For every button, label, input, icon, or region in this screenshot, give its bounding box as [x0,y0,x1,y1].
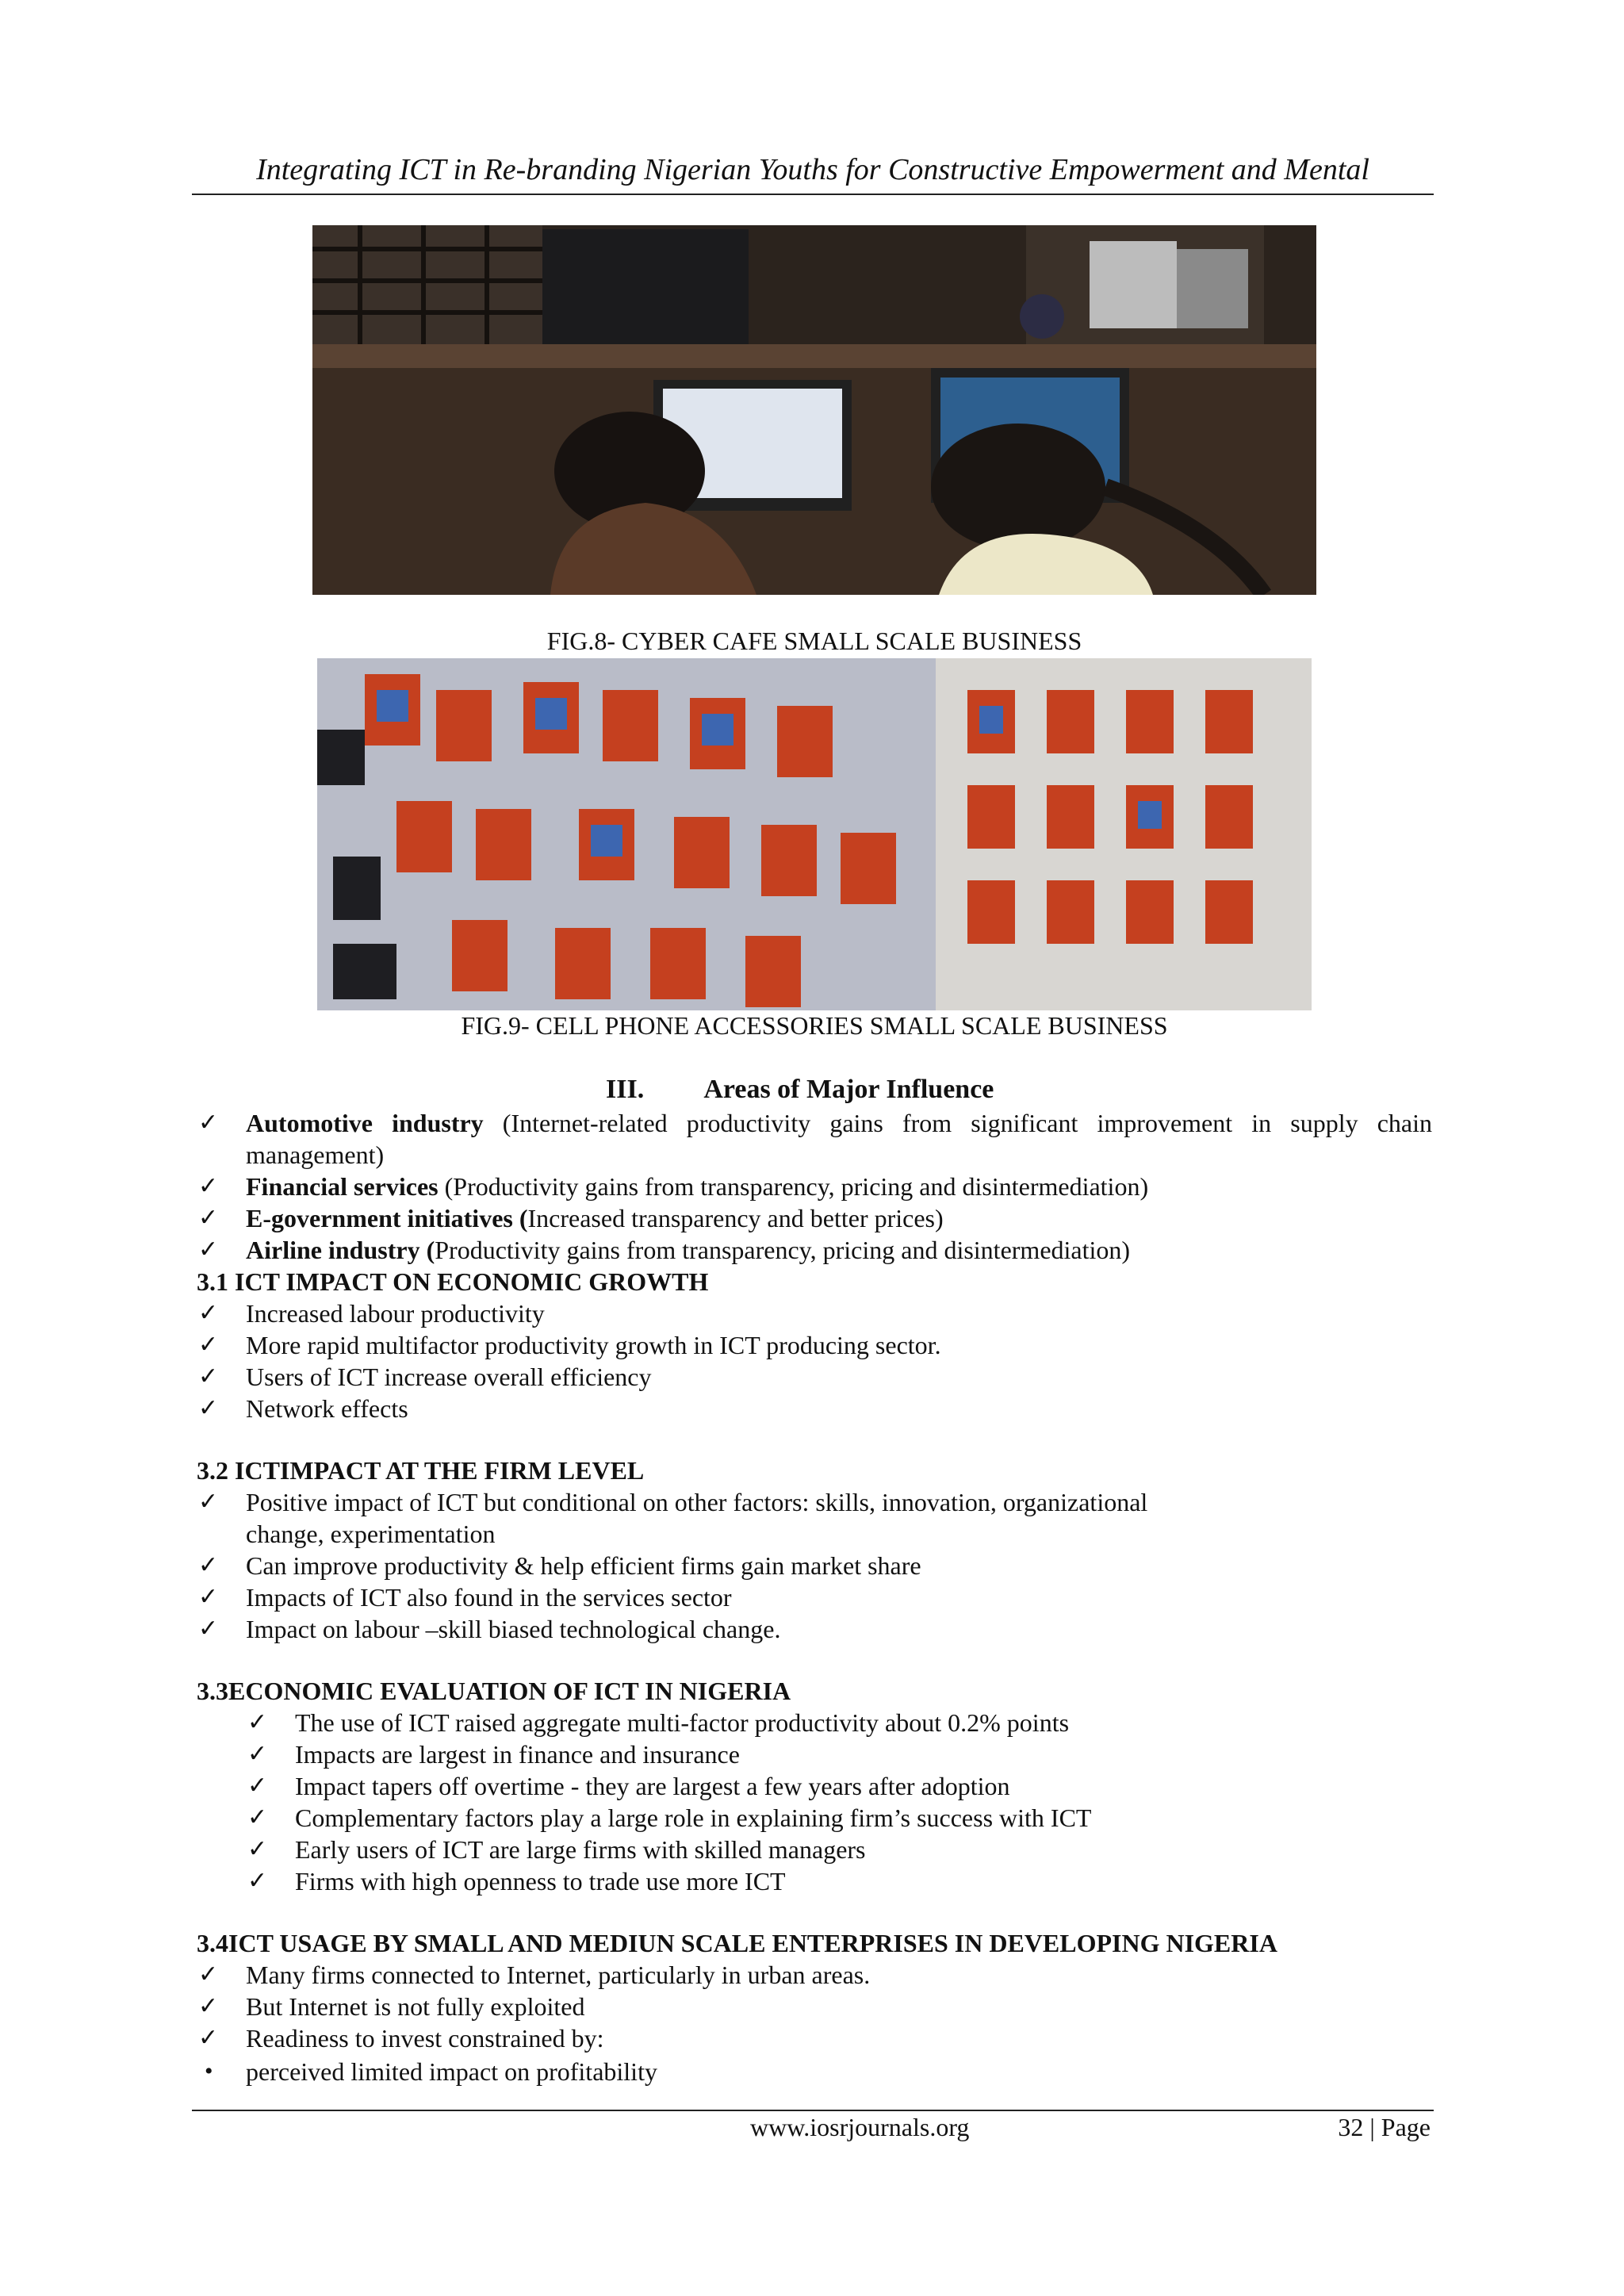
check-icon: ✓ [247,1868,268,1894]
phone-accessories-photo [317,658,1312,1010]
check-icon: ✓ [198,1961,219,1987]
check-icon: ✓ [198,1205,219,1231]
check-icon: ✓ [198,1236,219,1263]
check-icon: ✓ [247,1709,268,1735]
check-icon: ✓ [198,1552,219,1578]
bullet-item [205,2056,657,2087]
section-3-2-heading: 3.2 ICTIMPACT AT THE FIRM LEVEL [197,1456,645,1485]
figure-9-caption: FIG.9- CELL PHONE ACCESSORIES SMALL SCALE BUSINESS [461,1011,1168,1040]
item-text: Increased labour productivity [246,1299,545,1328]
list-item-continuation: management) [246,1140,385,1169]
item-text: Increased transparency and better prices) [527,1204,944,1232]
section-3-3-heading: 3.3ECONOMIC EVALUATION OF ICT IN NIGERIA [197,1677,791,1705]
item-text: The use of ICT raised aggregate multi-factor productivity about 0.2% points [295,1708,1070,1737]
list-item [198,1297,545,1329]
item-text: Productivity gains from transparency, pricing and disintermediation) [435,1236,1131,1264]
section-3-4-heading: 3.4ICT USAGE BY SMALL AND MEDIUN SCALE ENTERPRISES IN DEVELOPING NIGERIA [197,1929,1277,1957]
check-icon: ✓ [247,1741,268,1767]
list-item [198,1361,651,1393]
item-text: Impacts are largest in finance and insurance [295,1740,740,1769]
check-icon: ✓ [198,1332,219,1358]
cyber-cafe-photo [312,225,1316,595]
check-icon: ✓ [198,1173,219,1199]
section-3-heading [606,1075,994,1105]
list-item [247,1802,1091,1834]
item-text: Users of ICT increase overall efficiency [246,1363,652,1391]
list-item [198,1959,870,1991]
list-item [198,1329,941,1361]
item-text: (Internet-related productivity gains from significant improvement in supply chain [483,1109,1433,1137]
list-item [198,1393,408,1424]
item-text: Impacts of ICT also found in the services sector [246,1583,732,1612]
list-item-continuation: change, experimentation [246,1520,496,1548]
list-item [198,1202,944,1234]
list-item [198,1486,1147,1518]
list-item [247,1707,1069,1738]
check-icon: ✓ [198,1395,219,1421]
list-item [198,1581,732,1613]
check-icon: ✓ [198,1489,219,1515]
figure-9-image [317,658,1312,1010]
check-icon: ✓ [198,1993,219,2019]
footer-page-number: 32 | Page [1338,2113,1431,2141]
list-item [198,1550,921,1581]
list-item [198,1613,780,1645]
item-text: perceived limited impact on profitability [246,2057,657,2086]
check-icon: ✓ [247,1836,268,1862]
item-bold: Airline industry ( [246,1236,435,1264]
list-item [247,1865,786,1897]
running-title: Integrating ICT in Re-branding Nigerian Youths for Constructive Empowerment and Mental [192,151,1434,195]
list-item [198,1107,1432,1139]
list-item [247,1834,866,1865]
item-text: Many firms connected to Internet, particularly in urban areas. [246,1961,871,1989]
item-text: Impact tapers off overtime - they are largest a few years after adoption [295,1772,1010,1800]
figure-8-caption: FIG.8- CYBER CAFE SMALL SCALE BUSINESS [546,627,1082,655]
section-3-number: III. [606,1075,645,1104]
figure-8-image [312,225,1316,595]
list-item [198,1171,1148,1202]
item-bold: Financial services [246,1172,439,1201]
item-text: Readiness to invest constrained by: [246,2024,604,2053]
footer-site: www.iosrjournals.org [750,2113,970,2141]
item-text: Can improve productivity & help efficient firms gain market share [246,1551,921,1580]
list-item [198,1234,1130,1266]
item-text: Complementary factors play a large role in explaining firm’s success with ICT [295,1803,1092,1832]
footer-rule [192,2110,1434,2111]
check-icon: ✓ [247,1804,268,1830]
check-icon: ✓ [198,1110,219,1136]
item-text: More rapid multifactor productivity growth in ICT producing sector. [246,1331,941,1359]
check-icon: ✓ [198,1363,219,1389]
list-item [247,1770,1010,1802]
item-text: Impact on labour –skill biased technological change. [246,1615,781,1643]
check-icon: ✓ [198,1584,219,1610]
item-text: But Internet is not fully exploited [246,1992,585,2021]
check-icon: ✓ [198,1300,219,1326]
item-text: (Productivity gains from transparency, pricing and disintermediation) [438,1172,1149,1201]
item-text: Positive impact of ICT but conditional on other factors: skills, innovation, organizational [246,1488,1148,1516]
section-3-title: Areas of Major Influence [703,1075,994,1104]
list-item [198,1991,584,2022]
section-3-1-heading: 3.1 ICT IMPACT ON ECONOMIC GROWTH [197,1267,709,1296]
item-bold: Automotive industry [246,1109,484,1137]
check-icon: ✓ [247,1773,268,1799]
list-item [198,2022,603,2054]
list-item [247,1738,740,1770]
check-icon: ✓ [198,2025,219,2051]
check-icon: ✓ [198,1616,219,1642]
item-text: Network effects [246,1394,408,1423]
item-text: Firms with high openness to trade use more ICT [295,1867,786,1895]
item-bold: E-government initiatives ( [246,1204,528,1232]
bullet-icon: • [205,2058,213,2084]
item-text: Early users of ICT are large firms with skilled managers [295,1835,866,1864]
